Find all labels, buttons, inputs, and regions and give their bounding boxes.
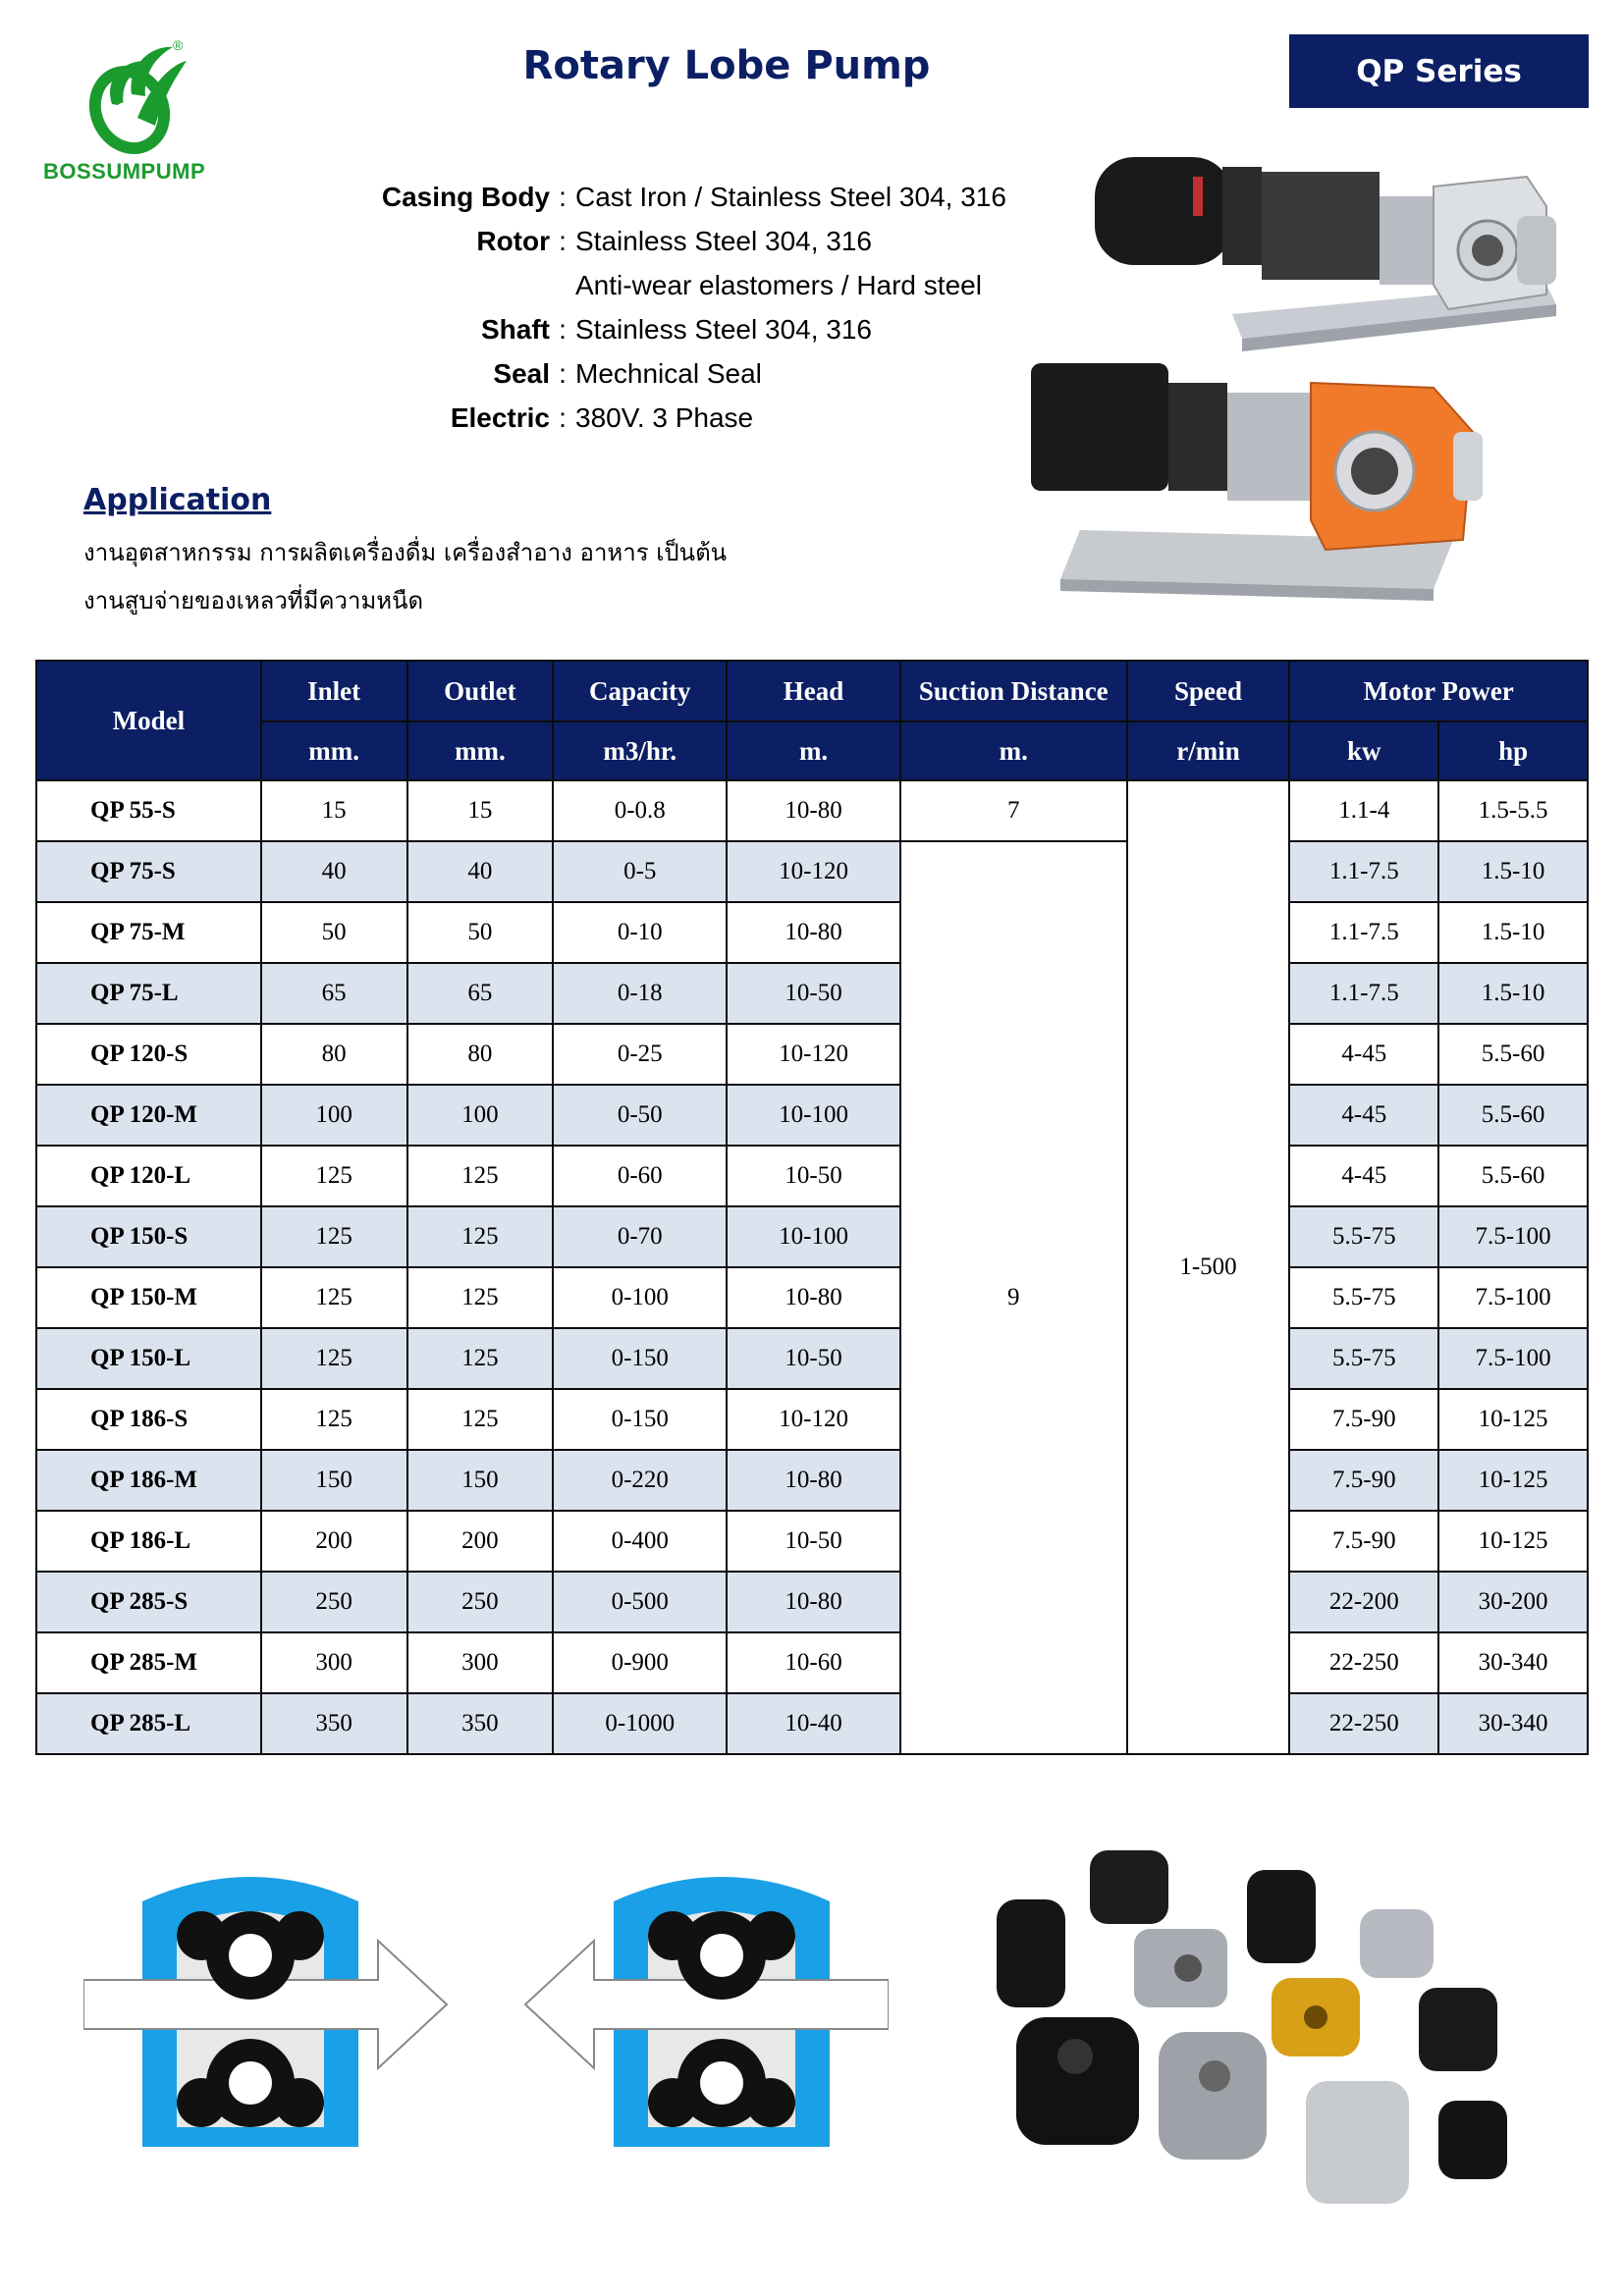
- page-title: Rotary Lobe Pump: [522, 43, 931, 88]
- header-speed: Speed: [1127, 661, 1290, 721]
- table-row: [36, 1632, 1588, 1693]
- cell-capacity: 0-0.8: [553, 780, 727, 841]
- table-row: [36, 1450, 1588, 1511]
- cell-outlet: 125: [407, 1267, 554, 1328]
- unit-speed: r/min: [1127, 721, 1290, 780]
- cell-kw: 22-250: [1289, 1693, 1438, 1754]
- cell-inlet: 65: [261, 963, 407, 1024]
- cell-inlet: 40: [261, 841, 407, 902]
- cell-hp: 1.5-5.5: [1438, 780, 1588, 841]
- table-row: [36, 1511, 1588, 1572]
- cell-kw: 7.5-90: [1289, 1450, 1438, 1511]
- registered-mark: ®: [173, 37, 184, 53]
- header-motor-power: Motor Power: [1289, 661, 1588, 721]
- cell-outlet: 50: [407, 902, 554, 963]
- cell-head: 10-80: [727, 1572, 900, 1632]
- cell-capacity: 0-60: [553, 1146, 727, 1206]
- series-badge: [1289, 34, 1589, 108]
- cell-hp: 30-340: [1438, 1632, 1588, 1693]
- cell-hp: 1.5-10: [1438, 963, 1588, 1024]
- cell-model: QP 285-L: [36, 1693, 261, 1754]
- header-outlet: Outlet: [407, 661, 554, 721]
- spec-label: Casing Body: [381, 181, 550, 212]
- cell-capacity: 0-100: [553, 1267, 727, 1328]
- cell-capacity: 0-5: [553, 841, 727, 902]
- cell-hp: 30-200: [1438, 1572, 1588, 1632]
- lobe-pump-diagram-left-flow: [515, 1862, 889, 2176]
- cell-head: 10-50: [727, 1511, 900, 1572]
- cell-head: 10-100: [727, 1206, 900, 1267]
- cell-inlet: 250: [261, 1572, 407, 1632]
- cell-model: QP 186-M: [36, 1450, 261, 1511]
- cell-kw: 1.1-7.5: [1289, 902, 1438, 963]
- cell-kw: 1.1-7.5: [1289, 963, 1438, 1024]
- cell-hp: 1.5-10: [1438, 841, 1588, 902]
- cell-kw: 1.1-4: [1289, 780, 1438, 841]
- table-row: [36, 1146, 1588, 1206]
- cell-hp: 5.5-60: [1438, 1024, 1588, 1085]
- series-label: QP Series: [1356, 53, 1522, 89]
- header-suction: Suction Distance: [900, 661, 1127, 721]
- table-row: [36, 1572, 1588, 1632]
- cell-model: QP 120-M: [36, 1085, 261, 1146]
- cell-hp: 30-340: [1438, 1693, 1588, 1754]
- header-capacity: Capacity: [553, 661, 727, 721]
- cell-outlet: 250: [407, 1572, 554, 1632]
- cell-inlet: 125: [261, 1146, 407, 1206]
- cell-kw: 22-250: [1289, 1632, 1438, 1693]
- cell-model: QP 75-S: [36, 841, 261, 902]
- cell-capacity: 0-25: [553, 1024, 727, 1085]
- cell-inlet: 15: [261, 780, 407, 841]
- table-row: [36, 1024, 1588, 1085]
- cell-inlet: 125: [261, 1389, 407, 1450]
- spec-row-electric: Electric : 380V. 3 Phase: [295, 396, 753, 440]
- cell-hp: 7.5-100: [1438, 1267, 1588, 1328]
- cell-capacity: 0-70: [553, 1206, 727, 1267]
- header-head: Head: [727, 661, 900, 721]
- cell-model: QP 186-L: [36, 1511, 261, 1572]
- cell-hp: 7.5-100: [1438, 1328, 1588, 1389]
- cell-hp: 1.5-10: [1438, 902, 1588, 963]
- cell-outlet: 80: [407, 1024, 554, 1085]
- cell-head: 10-80: [727, 780, 900, 841]
- spec-table: [35, 660, 1589, 1755]
- cell-speed: 1-500: [1127, 780, 1290, 1754]
- cell-kw: 4-45: [1289, 1146, 1438, 1206]
- cell-outlet: 300: [407, 1632, 554, 1693]
- cell-kw: 5.5-75: [1289, 1328, 1438, 1389]
- table-row: [36, 1206, 1588, 1267]
- header-model: Model: [36, 661, 261, 780]
- spec-value: Anti-wear elastomers / Hard steel: [575, 269, 982, 300]
- cell-head: 10-120: [727, 841, 900, 902]
- table-row: [36, 902, 1588, 963]
- cell-inlet: 100: [261, 1085, 407, 1146]
- cell-head: 10-50: [727, 1146, 900, 1206]
- spec-value: Stainless Steel 304, 316: [575, 225, 872, 256]
- table-row: [36, 1267, 1588, 1328]
- cell-model: QP 186-S: [36, 1389, 261, 1450]
- table-row: [36, 780, 1588, 841]
- cell-capacity: 0-10: [553, 902, 727, 963]
- spec-value: Cast Iron / Stainless Steel 304, 316: [575, 181, 1006, 212]
- cell-capacity: 0-18: [553, 963, 727, 1024]
- table-row: [36, 1328, 1588, 1389]
- application-line: งานอุตสาหกรรม การผลิตเครื่องดื่ม เครื่องสำอาง อาหาร เป็นต้น: [83, 539, 728, 566]
- cell-model: QP 150-S: [36, 1206, 261, 1267]
- cell-inlet: 125: [261, 1206, 407, 1267]
- table-row: [36, 841, 1588, 902]
- pump-photo-orange: [1021, 344, 1492, 609]
- cell-model: QP 285-M: [36, 1632, 261, 1693]
- table-row: [36, 963, 1588, 1024]
- spec-label: Shaft: [481, 313, 550, 345]
- unit-head: m.: [727, 721, 900, 780]
- unit-hp: hp: [1438, 721, 1588, 780]
- unit-kw: kw: [1289, 721, 1438, 780]
- cell-hp: 7.5-100: [1438, 1206, 1588, 1267]
- cell-outlet: 125: [407, 1328, 554, 1389]
- brand-name: BOSSUMPUMP: [43, 159, 206, 184]
- spec-value: Mechnical Seal: [575, 357, 762, 389]
- cell-model: QP 150-M: [36, 1267, 261, 1328]
- cell-head: 10-50: [727, 963, 900, 1024]
- cell-inlet: 125: [261, 1267, 407, 1328]
- cell-kw: 5.5-75: [1289, 1206, 1438, 1267]
- cell-capacity: 0-220: [553, 1450, 727, 1511]
- cell-head: 10-120: [727, 1389, 900, 1450]
- cell-capacity: 0-900: [553, 1632, 727, 1693]
- spec-row-rotor-extra: [295, 263, 982, 307]
- cell-outlet: 150: [407, 1450, 554, 1511]
- cell-kw: 7.5-90: [1289, 1511, 1438, 1572]
- cell-outlet: 125: [407, 1206, 554, 1267]
- cell-model: QP 75-M: [36, 902, 261, 963]
- application-line: งานสูบจ่ายของเหลวที่มีความหนืด: [83, 587, 424, 614]
- table-row: [36, 1389, 1588, 1450]
- cell-kw: 4-45: [1289, 1024, 1438, 1085]
- cell-kw: 22-200: [1289, 1572, 1438, 1632]
- cell-inlet: 125: [261, 1328, 407, 1389]
- cell-outlet: 100: [407, 1085, 554, 1146]
- application-heading: Application: [83, 483, 272, 517]
- cell-capacity: 0-500: [553, 1572, 727, 1632]
- cell-hp: 10-125: [1438, 1389, 1588, 1450]
- spec-value: Stainless Steel 304, 316: [575, 313, 872, 345]
- header-inlet: Inlet: [261, 661, 407, 721]
- cell-outlet: 15: [407, 780, 554, 841]
- cell-hp: 5.5-60: [1438, 1085, 1588, 1146]
- unit-inlet: mm.: [261, 721, 407, 780]
- cell-kw: 4-45: [1289, 1085, 1438, 1146]
- cell-head: 10-120: [727, 1024, 900, 1085]
- cell-hp: 10-125: [1438, 1450, 1588, 1511]
- cell-head: 10-100: [727, 1085, 900, 1146]
- cell-suction: 7: [900, 780, 1127, 841]
- cell-outlet: 65: [407, 963, 554, 1024]
- cell-model: QP 55-S: [36, 780, 261, 841]
- cell-head: 10-60: [727, 1632, 900, 1693]
- cell-inlet: 300: [261, 1632, 407, 1693]
- spec-label: Electric: [450, 401, 550, 433]
- cell-capacity: 0-50: [553, 1085, 727, 1146]
- cell-kw: 1.1-7.5: [1289, 841, 1438, 902]
- cell-capacity: 0-150: [553, 1328, 727, 1389]
- spec-label: Seal: [493, 357, 550, 389]
- cell-inlet: 50: [261, 902, 407, 963]
- cell-outlet: 125: [407, 1146, 554, 1206]
- cell-head: 10-50: [727, 1328, 900, 1389]
- cell-model: QP 150-L: [36, 1328, 261, 1389]
- cell-suction: 9: [900, 841, 1127, 1754]
- cell-inlet: 350: [261, 1693, 407, 1754]
- lobe-pump-diagram-right-flow: [83, 1862, 457, 2176]
- unit-suction: m.: [900, 721, 1127, 780]
- spec-row-shaft: Shaft : Stainless Steel 304, 316: [295, 307, 872, 351]
- spec-value: 380V. 3 Phase: [575, 401, 754, 433]
- cell-head: 10-80: [727, 1450, 900, 1511]
- cell-model: QP 120-L: [36, 1146, 261, 1206]
- cell-outlet: 200: [407, 1511, 554, 1572]
- cell-kw: 5.5-75: [1289, 1267, 1438, 1328]
- table-row: [36, 1085, 1588, 1146]
- spec-row-casing: Casing Body : Cast Iron / Stainless Steel 304, 316: [295, 175, 1006, 219]
- cell-inlet: 150: [261, 1450, 407, 1511]
- cell-outlet: 125: [407, 1389, 554, 1450]
- cell-head: 10-80: [727, 902, 900, 963]
- pump-photo-stainless: [1085, 137, 1566, 363]
- unit-outlet: mm.: [407, 721, 554, 780]
- cell-capacity: 0-400: [553, 1511, 727, 1572]
- cell-capacity: 0-150: [553, 1389, 727, 1450]
- cell-head: 10-40: [727, 1693, 900, 1754]
- table-row: [36, 1693, 1588, 1754]
- unit-capacity: m3/hr.: [553, 721, 727, 780]
- cell-inlet: 80: [261, 1024, 407, 1085]
- cell-hp: 5.5-60: [1438, 1146, 1588, 1206]
- cell-hp: 10-125: [1438, 1511, 1588, 1572]
- spec-label: Rotor: [476, 225, 550, 256]
- spec-row-rotor: Rotor : Stainless Steel 304, 316: [295, 219, 872, 263]
- rotor-samples-photo: [987, 1841, 1537, 2233]
- cell-model: QP 285-S: [36, 1572, 261, 1632]
- cell-head: 10-80: [727, 1267, 900, 1328]
- cell-capacity: 0-1000: [553, 1693, 727, 1754]
- cell-inlet: 200: [261, 1511, 407, 1572]
- spec-row-seal: Seal : Mechnical Seal: [295, 351, 762, 396]
- cell-outlet: 40: [407, 841, 554, 902]
- cell-outlet: 350: [407, 1693, 554, 1754]
- cell-model: QP 120-S: [36, 1024, 261, 1085]
- cell-model: QP 75-L: [36, 963, 261, 1024]
- cell-kw: 7.5-90: [1289, 1389, 1438, 1450]
